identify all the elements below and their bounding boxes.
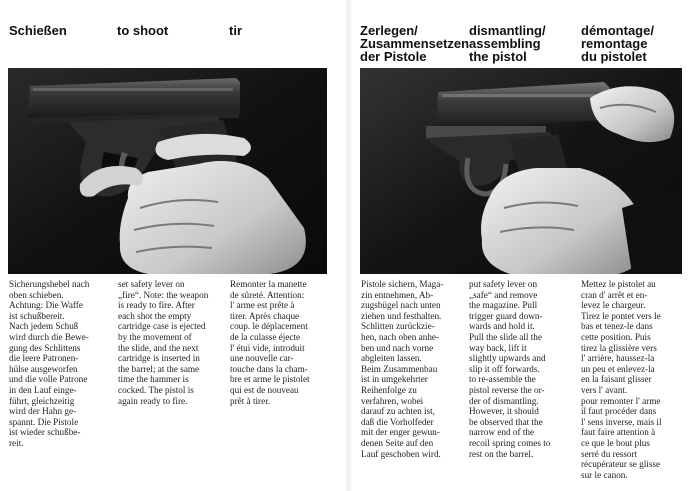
text-line: Beim Zusammenbau <box>361 363 438 374</box>
text-line: hülse ausgeworfen <box>9 363 78 374</box>
text-line: ben und nach vorne <box>361 342 434 353</box>
heading-de <box>360 24 469 63</box>
column-en <box>469 279 550 459</box>
text-line: slightly upwards and <box>469 353 546 364</box>
text-line: ce que le bout plus <box>581 437 650 448</box>
text-line: hen, nach oben anhe- <box>361 331 440 342</box>
text-line: However, it should <box>469 406 539 417</box>
text-line: trigger guard down- <box>469 310 543 321</box>
text-line: und die volle Patrone <box>9 374 88 385</box>
text-line: bre et arme le pistolet <box>230 374 310 385</box>
text-line: une nouvelle car- <box>230 353 294 364</box>
text-line: l' arrière, haussez-la <box>581 353 655 364</box>
text-line: die leere Patronen- <box>9 353 79 364</box>
text-line: the barrel; at the same <box>118 363 200 374</box>
heading-line: the pistol <box>469 49 527 64</box>
text-line: again ready to fire. <box>118 395 188 406</box>
text-line: un peu et enlevez-la <box>581 363 655 374</box>
heading-en <box>469 24 546 63</box>
text-line: daß die Vorholfeder <box>361 416 434 427</box>
heading-fr <box>581 24 654 63</box>
text-line: wird durch die Bewe- <box>9 331 89 342</box>
column-fr <box>230 279 310 406</box>
text-line: cette position. Puis <box>581 331 651 342</box>
text-line: Reihenfolge zu <box>361 384 417 395</box>
text-line: Remonter la manette <box>230 279 307 289</box>
heading-line: der Pistole <box>360 49 427 64</box>
text-line: de sûreté. Attention: <box>230 289 305 300</box>
pistol-firing-grip-illustration <box>8 68 327 274</box>
text-line: prêt à tirer. <box>230 395 271 406</box>
text-line: in den Lauf einge- <box>9 384 77 395</box>
text-line: each shot the empty <box>118 310 192 321</box>
text-line: zin entnehmen, Ab- <box>361 289 434 300</box>
text-line: Nach jedem Schuß <box>9 321 79 332</box>
text-line: levez le chargeur. <box>581 300 646 311</box>
text-line: l' sens inverse, mais il <box>581 416 662 427</box>
heading-line: assembling <box>469 36 541 51</box>
text-line: reit. <box>9 437 24 448</box>
text-line: l' étui vide, introduit <box>230 342 305 353</box>
text-line: faut faire attention à <box>581 427 656 438</box>
text-line: Lauf geschoben wird. <box>361 448 441 459</box>
column-fr <box>581 279 662 480</box>
text-line: narrow end of the <box>469 427 535 438</box>
text-line: tirer. Après chaque <box>230 310 300 321</box>
photo-dismantling <box>360 68 682 274</box>
column-en <box>118 279 208 406</box>
text-line: ist schußbereit. <box>9 310 65 321</box>
text-line: cran d' arrêt et en- <box>581 289 648 300</box>
text-line: pistol reverse the or- <box>469 384 545 395</box>
text-line: is ready to fire. After <box>118 300 195 311</box>
text-line: by the movement of <box>118 331 192 342</box>
text-line: cocked. The pistol is <box>118 384 194 395</box>
text-line: put safety lever on <box>469 279 538 289</box>
text-line: Pull the slide all the <box>469 331 542 342</box>
text-line: gung des Schlittens <box>9 342 81 353</box>
text-line: denen Seite auf den <box>361 437 434 448</box>
text-line: rest on the barrel. <box>469 448 534 459</box>
text-line: zugsbügel nach unten <box>361 300 441 311</box>
text-line: spannt. Die Pistole <box>9 416 79 427</box>
heading-line: Zusammensetzen <box>360 36 470 51</box>
text-line: the magazine. Pull <box>469 300 538 311</box>
text-line: slip it off forwards. <box>469 363 540 374</box>
text-line: Pistole sichern, Maga- <box>361 279 444 289</box>
text-line: ziehen und festhalten. <box>361 310 442 321</box>
text-line: l' arme est prête à <box>230 300 295 311</box>
text-line: recoil spring comes to <box>469 437 551 448</box>
left-page <box>0 0 348 491</box>
text-line: récupérateur se glisse <box>581 459 661 470</box>
column-de <box>361 279 443 459</box>
heading-line: Zerlegen/ <box>360 23 418 38</box>
text-line: set safety lever on <box>118 279 185 289</box>
text-line: Sicherungshebel nach <box>9 279 90 289</box>
text-line: coup. le déplacement <box>230 321 308 332</box>
text-line: sur le canon. <box>581 469 628 480</box>
text-line: tirez la glissière vers <box>581 342 657 353</box>
text-line: qui est de nouveau <box>230 384 299 395</box>
text-line: oben schieben. <box>9 289 64 300</box>
text-line: Mettez le pistolet au <box>581 279 656 289</box>
text-line: mit der enger gewun- <box>361 427 440 438</box>
heading-fr: tir <box>229 23 242 38</box>
text-line: darauf zu achten ist, <box>361 406 435 417</box>
text-line: be observed that the <box>469 416 543 427</box>
text-line: ist wieder schußbe- <box>9 427 81 438</box>
text-line: vers l' avant. <box>581 384 628 395</box>
heading-de: Schießen <box>9 23 67 38</box>
text-line: to re-assemble the <box>469 374 536 385</box>
text-line: bas et tenez-le dans <box>581 321 653 332</box>
text-line: Schlitten zurückzie- <box>361 321 435 332</box>
text-line: „safe“ and remove <box>469 289 538 300</box>
heading-line: dismantling/ <box>469 23 546 38</box>
text-line: abgleiten lassen. <box>361 353 422 364</box>
text-line: en la faisant glisser <box>581 374 652 385</box>
text-line: the slide, and the next <box>118 342 199 353</box>
text-line: cartridge case is ejected <box>118 321 206 332</box>
text-line: „fire“. Note: the weapon <box>118 289 209 300</box>
text-line: Achtung: Die Waffe <box>9 300 83 311</box>
text-line: way back, lift it <box>469 342 527 353</box>
text-line: ist in umgekehrter <box>361 374 428 385</box>
text-line: führt, gleichzeitig <box>9 395 75 406</box>
photo-shooting <box>8 68 327 274</box>
heading-en: to shoot <box>117 23 169 38</box>
heading-line: du pistolet <box>581 49 647 64</box>
text-line: il faut procéder dans <box>581 406 657 417</box>
text-line: wards and hold it. <box>469 321 535 332</box>
text-line: time the hammer is <box>118 374 189 385</box>
text-line: touche dans la cham- <box>230 363 308 374</box>
text-line: Tirez le pontet vers le <box>581 310 661 321</box>
heading-line: démontage/ <box>581 23 654 38</box>
pistol-dismantling-illustration <box>360 68 682 274</box>
text-line: pour remonter l' arme <box>581 395 661 406</box>
text-line: verfahren, wobei <box>361 395 424 406</box>
heading-line: remontage <box>581 36 648 51</box>
text-line: der of dismantling. <box>469 395 539 406</box>
text-line: wird der Hahn ge- <box>9 406 77 417</box>
right-page <box>352 0 700 491</box>
text-line: de la culasse éjecte <box>230 331 301 342</box>
column-de <box>9 279 89 449</box>
text-line: cartridge is inserted in <box>118 353 200 364</box>
text-line: serré du ressort <box>581 448 638 459</box>
